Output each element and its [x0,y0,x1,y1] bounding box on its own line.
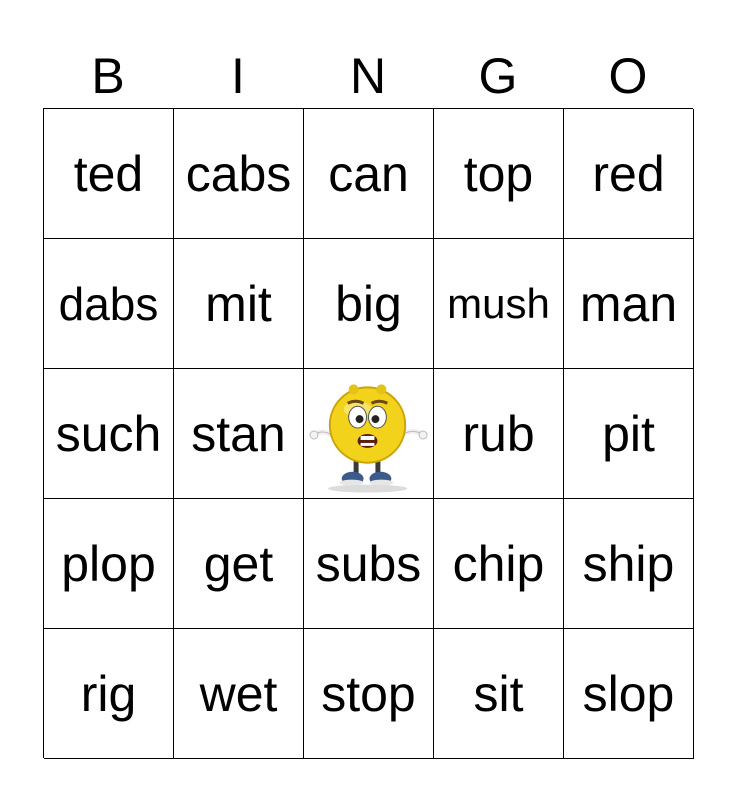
emoji-character-icon [308,373,429,495]
bingo-cell[interactable]: dabs [44,239,174,369]
bingo-cell[interactable]: sit [434,629,564,759]
bingo-cell[interactable]: cabs [174,109,304,239]
header-letter-o: O [608,48,648,104]
bingo-cell[interactable]: stan [174,369,304,499]
bingo-cell[interactable]: subs [304,499,434,629]
bingo-cell[interactable]: chip [434,499,564,629]
bingo-cell[interactable]: rig [44,629,174,759]
bingo-cell[interactable]: top [434,109,564,239]
bingo-cell[interactable]: ted [44,109,174,239]
bingo-cell[interactable]: get [174,499,304,629]
header-letter-n: N [349,48,387,104]
bingo-cell[interactable]: red [564,109,694,239]
bingo-cell[interactable]: ship [564,499,694,629]
bingo-cell[interactable]: mush [434,239,564,369]
bingo-cell[interactable]: plop [44,499,174,629]
bingo-cell[interactable]: big [304,239,434,369]
bingo-cell[interactable]: mit [174,239,304,369]
bingo-cell[interactable]: can [304,109,434,239]
header-letter-b: B [91,48,125,104]
bingo-cell[interactable]: slop [564,629,694,759]
header-letter-g: G [478,48,518,104]
bingo-card-grid [43,108,693,758]
bingo-cell[interactable]: such [44,369,174,499]
bingo-cell[interactable]: wet [174,629,304,759]
header-letter-i: I [231,48,245,104]
bingo-cell[interactable]: stop [304,629,434,759]
bingo-cell[interactable]: man [564,239,694,369]
bingo-cell[interactable]: pit [564,369,694,499]
bingo-cell[interactable]: rub [434,369,564,499]
bingo-header [43,44,693,108]
free-space-cell[interactable] [304,369,434,499]
